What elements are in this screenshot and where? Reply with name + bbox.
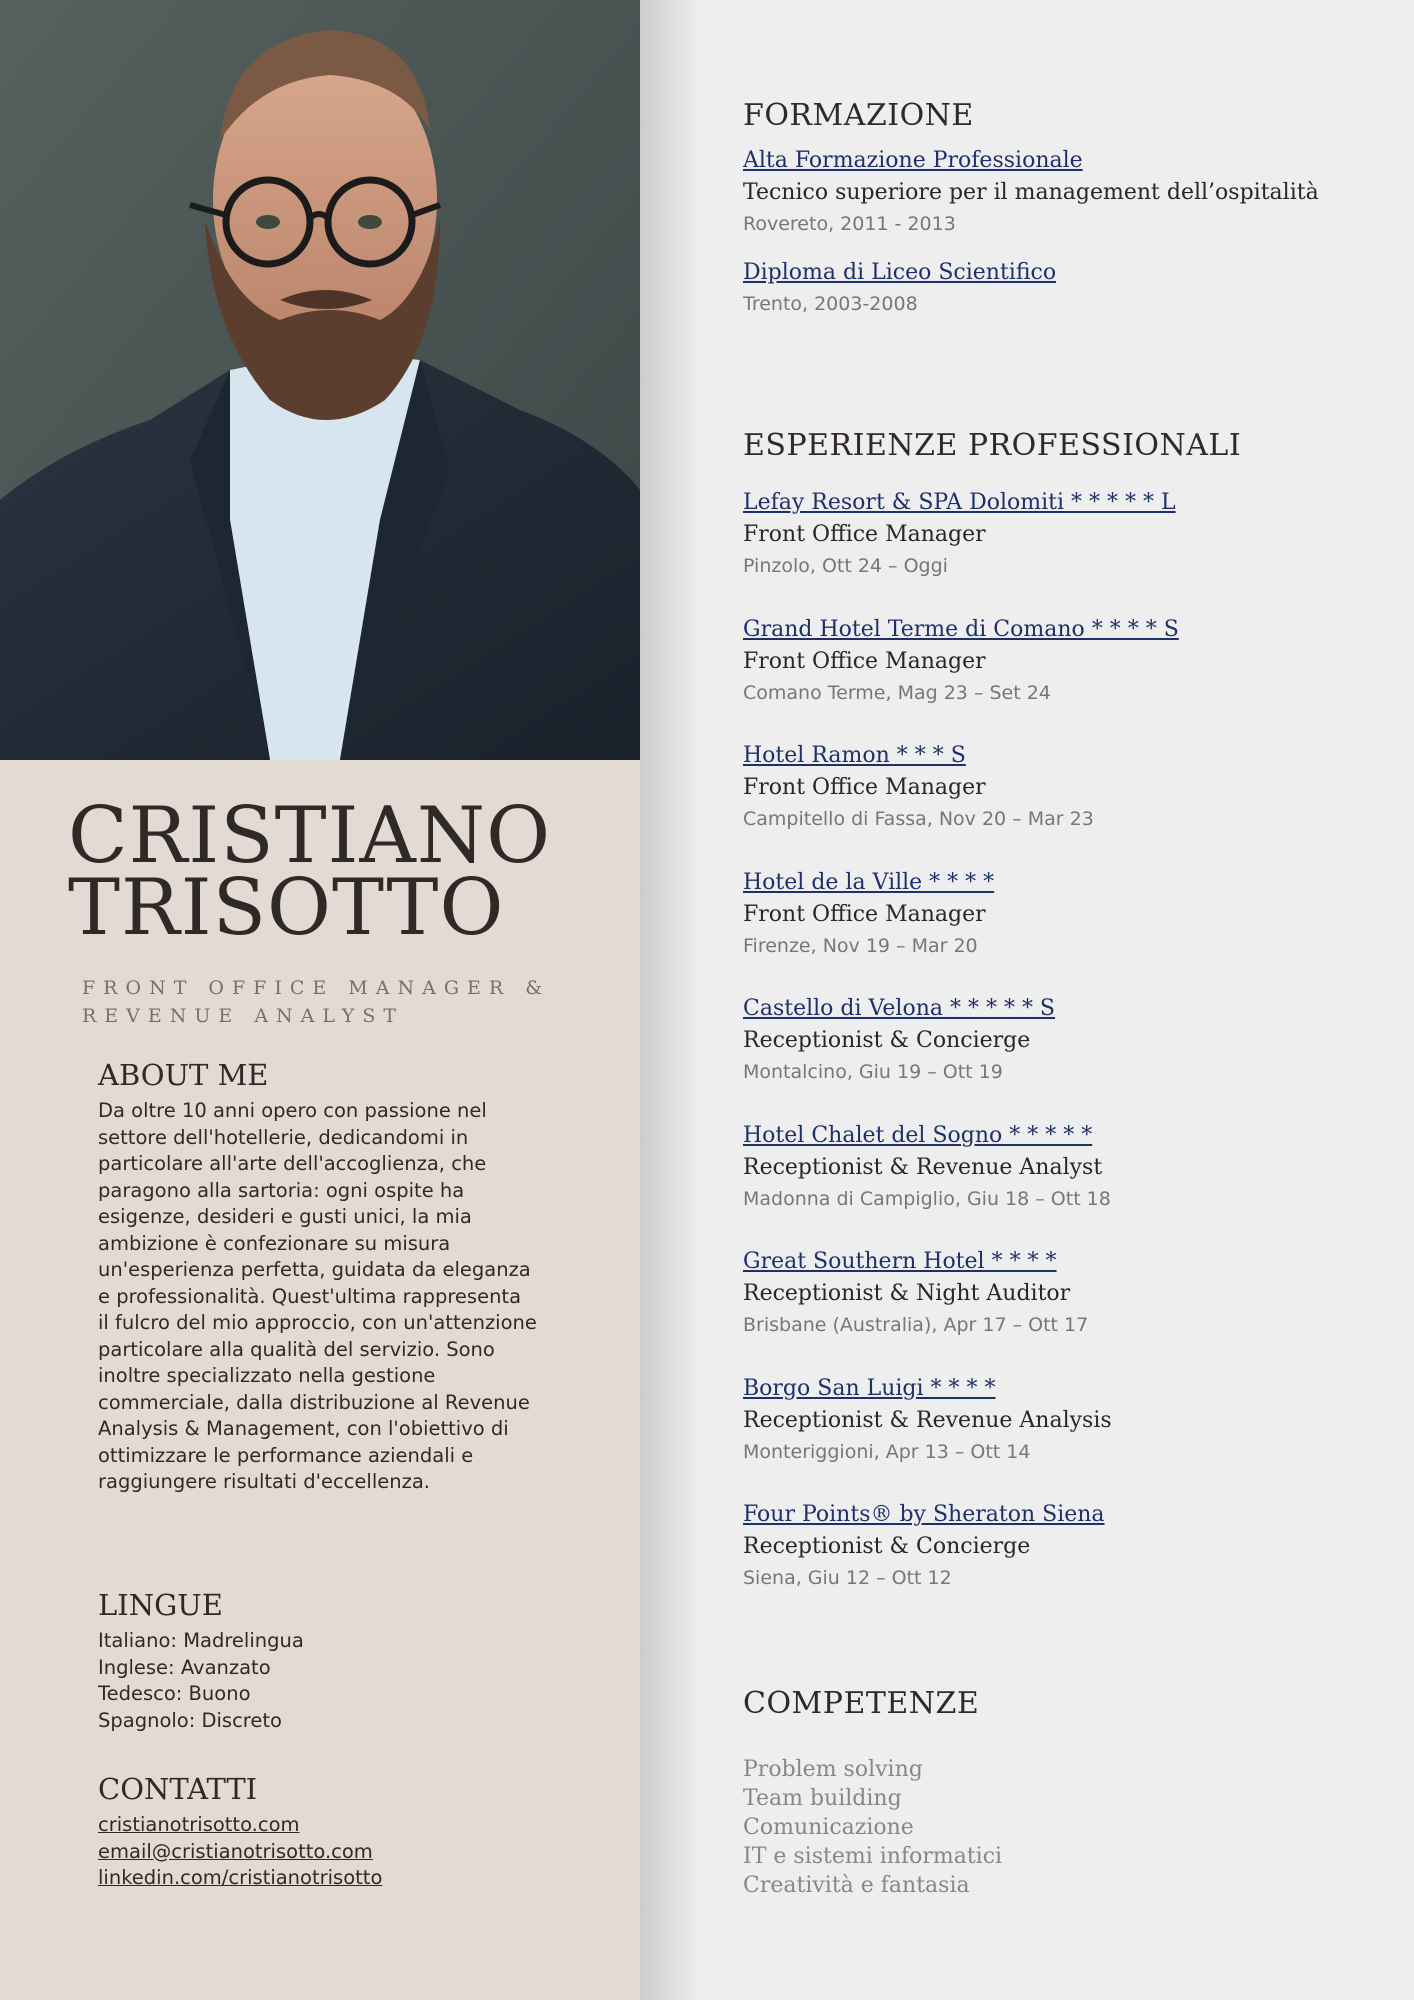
skills-section [743, 1686, 1363, 1900]
about-heading: ABOUT ME [98, 1058, 269, 1092]
languages-list [98, 1628, 538, 1734]
job-role: Receptionist & Revenue Analysis [743, 1407, 1112, 1433]
education-place: Trento, 2003-2008 [743, 293, 918, 315]
about-section [98, 1058, 538, 1496]
employer-link[interactable]: Four Points® by Sheraton Siena [743, 1502, 1105, 1527]
employer-link[interactable]: Grand Hotel Terme di Comano * * * * S [743, 616, 1179, 642]
contacts-list [98, 1812, 538, 1892]
experience-entry [743, 740, 1363, 867]
job-place-dates: Madonna di Campiglio, Giu 18 – Ott 18 [743, 1187, 1111, 1210]
job-role: Receptionist & Revenue Analyst [743, 1154, 1103, 1180]
language-item: Inglese: Avanzato [98, 1655, 271, 1679]
portrait-illustration [0, 0, 640, 760]
job-role: Front Office Manager [743, 901, 986, 927]
education-title-link[interactable]: Diploma di Liceo Scientifico [743, 260, 1057, 285]
column-shadow [640, 0, 700, 2000]
first-name: CRISTIANO [68, 791, 552, 881]
job-role: Receptionist & Night Auditor [743, 1281, 1071, 1306]
skill-item: Problem solving [743, 1757, 923, 1782]
experience-section [743, 428, 1363, 1626]
job-place-dates: Siena, Giu 12 – Ott 12 [743, 1567, 952, 1589]
employer-link[interactable]: Castello di Velona * * * * * S [743, 996, 1056, 1021]
language-item: Tedesco: Buono [98, 1682, 251, 1705]
employer-link[interactable]: Borgo San Luigi * * * * [743, 1375, 996, 1401]
employer-link[interactable]: Lefay Resort & SPA Dolomiti * * * * * L [743, 490, 1176, 515]
linkedin-link[interactable]: linkedin.com/cristianotrisotto [98, 1866, 383, 1889]
job-place-dates: Pinzolo, Ott 24 – Oggi [743, 555, 948, 577]
last-name: TRISOTTO [68, 863, 505, 953]
experience-entry [743, 1373, 1363, 1500]
person-name [68, 791, 552, 953]
job-place-dates: Monteriggioni, Apr 13 – Ott 14 [743, 1440, 1031, 1463]
job-place-dates: Firenze, Nov 19 – Mar 20 [743, 934, 978, 957]
employer-link[interactable]: Hotel Chalet del Sogno * * * * * [743, 1122, 1093, 1148]
job-role: Receptionist & Concierge [743, 1028, 1031, 1053]
education-place: Rovereto, 2011 - 2013 [743, 213, 956, 235]
skill-item: Creatività e fantasia [743, 1873, 970, 1898]
experience-entry [743, 1120, 1363, 1247]
skills-heading: COMPETENZE [743, 1686, 980, 1721]
languages-section [98, 1588, 538, 1734]
skill-item: Team building [743, 1786, 902, 1811]
job-role: Front Office Manager [743, 775, 986, 800]
contacts-section [98, 1772, 538, 1892]
employer-link[interactable]: Great Southern Hotel * * * * [743, 1249, 1057, 1274]
education-section [743, 98, 1363, 319]
profile-photo [0, 0, 640, 760]
experience-entry [743, 1246, 1363, 1373]
job-place-dates: Montalcino, Giu 19 – Ott 19 [743, 1061, 1003, 1083]
education-title-link[interactable]: Alta Formazione Professionale [743, 148, 1083, 173]
employer-link[interactable]: Hotel de la Ville * * * * [743, 869, 995, 895]
job-role: Front Office Manager [743, 522, 986, 547]
language-item: Italiano: Madrelingua [98, 1629, 304, 1652]
about-text: Da oltre 10 anni opero con passione nel settore dell'hotellerie, dedicandomi in particolare all'arte dell'accoglienza, che paragono alla sartoria: ogni ospite ha esigenze, desideri e gusti unici, la mia ambizione è confezionare su misura un'esperienza perfetta, guidata da eleganza e professionalità. Quest'ultima rappresenta il fulcro del mio approccio, con un'attenzione particolare alla qualità del servizio. Sono inoltre specializzato nella gestione commerciale, dalla distribuzione al Revenue Analysis & Management, con l'obiettivo di ottimizzare le performance aziendali e raggiungere risultati d'eccellenza. [98, 1099, 537, 1493]
email-link[interactable]: email@cristianotrisotto.com [98, 1839, 373, 1863]
education-entry [743, 145, 1363, 239]
job-title: FRONT OFFICE MANAGER & REVENUE ANALYST [82, 977, 551, 1027]
sidebar [0, 0, 640, 2000]
education-heading: FORMAZIONE [743, 98, 974, 133]
website-link[interactable]: cristianotrisotto.com [98, 1813, 300, 1836]
contacts-heading: CONTATTI [98, 1772, 258, 1806]
skills-list [743, 1755, 1363, 1900]
job-place-dates: Comano Terme, Mag 23 – Set 24 [743, 681, 1051, 704]
experience-entry [743, 1499, 1363, 1626]
experience-heading: ESPERIENZE PROFESSIONALI [743, 428, 1242, 463]
job-role: Receptionist & Concierge [743, 1534, 1031, 1559]
job-place-dates: Brisbane (Australia), Apr 17 – Ott 17 [743, 1314, 1089, 1336]
job-role: Front Office Manager [743, 648, 986, 674]
job-place-dates: Campitello di Fassa, Nov 20 – Mar 23 [743, 808, 1094, 830]
languages-heading: LINGUE [98, 1588, 223, 1622]
experience-entry [743, 614, 1363, 741]
experience-list [743, 487, 1363, 1626]
skill-item: Comunicazione [743, 1815, 914, 1840]
employer-link[interactable]: Hotel Ramon * * * S [743, 743, 966, 768]
education-role: Tecnico superiore per il management dell’ospitalità [743, 180, 1319, 205]
experience-entry [743, 993, 1363, 1120]
language-item: Spagnolo: Discreto [98, 1708, 282, 1732]
education-entry [743, 257, 1363, 319]
experience-entry [743, 867, 1363, 994]
experience-entry [743, 487, 1363, 614]
skill-item: IT e sistemi informatici [743, 1844, 1003, 1869]
